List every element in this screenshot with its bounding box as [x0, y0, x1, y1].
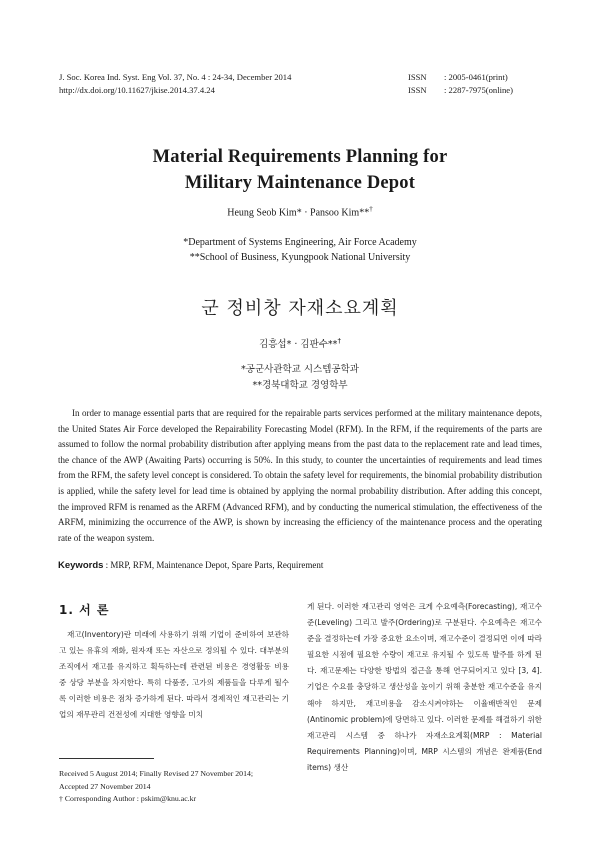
issn-print-row — [408, 71, 513, 84]
footnote-divider — [59, 758, 154, 759]
issn-block — [408, 71, 513, 97]
keywords-text: : MRP, RFM, Maintenance Depot, Spare Parts, Requirement — [103, 560, 324, 570]
keywords-label: Keywords — [58, 560, 104, 571]
korean-author-list — [0, 336, 600, 350]
issn-online: : 2287-7975(online) — [444, 85, 513, 95]
corresponding-author-text[interactable]: Corresponding Author : pskim@knu.ac.kr — [62, 794, 197, 803]
title-line: Material Requirements Planning for — [152, 147, 448, 167]
korean-affiliation: *공군사관학교 시스템공학과 — [241, 364, 359, 375]
journal-citation — [59, 71, 291, 97]
section-heading: 1. 서 론 — [59, 603, 110, 617]
author-names: Heung Seob Kim* · Pansoo Kim** — [227, 207, 370, 219]
issn-print: : 2005-0461(print) — [444, 72, 508, 82]
korean-author-names: 김흥섭* · 김판수** — [259, 339, 338, 350]
affiliation: **School of Business, Kyungpook National University — [189, 252, 411, 263]
abstract: In order to manage essential parts that are required for the repairable parts services performed at the military maintenance depots, the United States Air Force developed the Repairability Forecasting Model (RFM). In the RFM, if the requirements of the parts are assumed to follow the normal probability distribution after applying means from the past data to the replacement rate and lead times, the chance of the AWP (Awaiting Parts) occurring is 50%. In this study, to counter the uncertainties of requirements and lead times from the RFM, the safety level concept is considered. To obtain the safety level for requirements, the binomial probability distribution is applied, while the safety level for lead time is obtained by applying the normal probability distribution. After adding this concept, the improved RFM is renamed as the ARFM (Advanced RFM), and by conducting the numerical stimulation, the effectiveness of the ARFM, minimizing the occurrence of the AWP, is shown by increasing the efficiency of the maintenance process and the operating rate of the weapon system. — [58, 408, 542, 543]
korean-affiliation: **경북대학교 경영학부 — [252, 380, 348, 391]
korean-title: 군 정비창 자재소요계획 — [201, 298, 399, 319]
accepted-date: Accepted 27 November 2014 — [59, 781, 151, 791]
dagger-mark: † — [59, 794, 63, 803]
footnotes — [59, 768, 299, 806]
received-date: Received 5 August 2014; Finally Revised 27 November 2014; — [59, 769, 254, 778]
affiliations — [0, 235, 600, 265]
intro-paragraph-right: 게 된다. 이러한 재고관리 영역은 크게 수요예측(Forecasting), 재고수준(Leveling) 그리고 발주(Ordering)로 구분된다. 수요예측은 재고수준을 결정하는데 가장 중요한 요소이며, 재고수준이 결정되면 이에 따라 필요한 시점에 필요한 수량이 재고로 유지될 수 있도록 발주를 하게 된다. 재고문제는 다양한 방법의 접근을 통해 연구되어지고 있다 [3, 4]. 기업은 수요를 충당하고 생산성을 높이기 위해 충분한 재고수준을 유지해야 하지만, 재고비용을 감소시켜야하는 이율배반적인 문제(Antinomic problem)에 당면하고 있다. 이러한 문제를 해결하기 위한 재고관리 시스템 중 하나가 자재소요계획(MRP : Material Requirements Planning)이며, MRP 시스템의 개념은 완제품(End items) 생산 — [307, 602, 542, 772]
korean-affiliations — [0, 362, 600, 394]
issn-label: ISSN — [408, 85, 427, 95]
paper-title — [0, 144, 600, 196]
affiliation: *Department of Systems Engineering, Air Force Academy — [183, 237, 417, 248]
corresponding-mark: † — [337, 336, 341, 345]
corresponding-mark: † — [369, 205, 373, 213]
keywords — [58, 560, 542, 571]
title-line: Military Maintenance Depot — [184, 173, 416, 193]
intro-paragraph-left: 재고(Inventory)란 미래에 사용하기 위해 기업이 준비하여 보관하고 있는 유휴의 재화, 원자재 또는 자산으로 정의될 수 있다. 대부분의 조직에서 재고를 유지하고 획득하는데 관련된 비용은 경영활동 비용 중 상당 부분을 차지한다. 특히 다품종, 고가의 제품들을 다루게 될수록 이러한 비용은 점차 증가하게 된다. 따라서 경제적인 재고관리는 기업의 재무관리 건전성에 지대한 영향을 미치 — [59, 630, 289, 720]
issn-online-row — [408, 84, 513, 97]
doi-link[interactable]: http://dx.doi.org/10.11627/jkise.2014.37.4.24 — [59, 85, 215, 95]
citation-line: J. Soc. Korea Ind. Syst. Eng Vol. 37, No. 4 : 24-34, December 2014 — [59, 72, 292, 82]
author-list — [0, 205, 600, 218]
issn-label: ISSN — [408, 72, 427, 82]
corresponding-author — [59, 793, 299, 806]
